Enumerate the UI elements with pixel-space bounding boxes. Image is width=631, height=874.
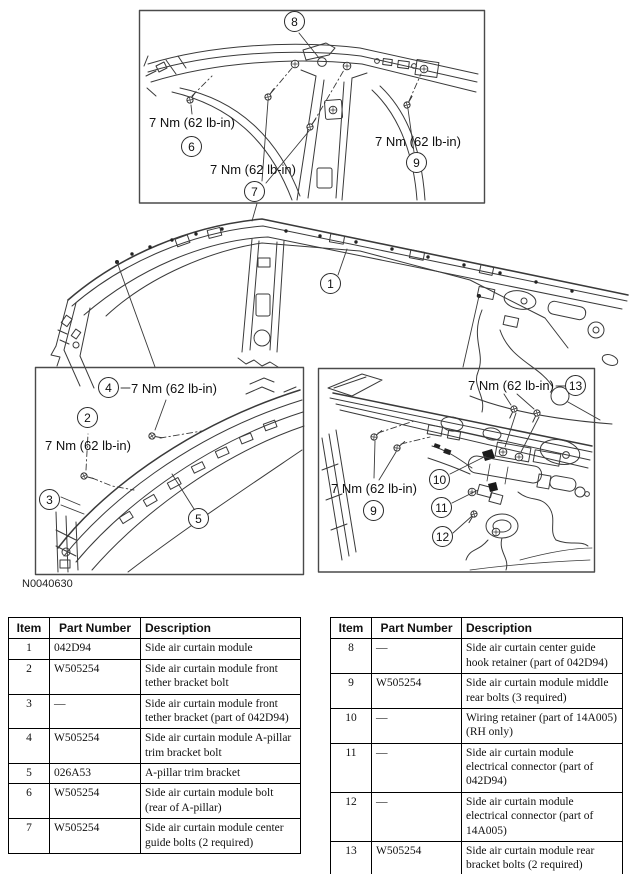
torque-label-9-rear: 7 Nm (62 lb-in) [331, 481, 417, 496]
cell-desc: Side air curtain module rear bracket bolts (2 required) [462, 841, 623, 874]
column-header-part-number: Part Number [372, 618, 462, 639]
parts-table-left [8, 617, 301, 854]
cell-part: — [372, 639, 462, 674]
cell-part: — [372, 792, 462, 841]
cell-item: 2 [9, 659, 50, 694]
table-row [9, 694, 301, 729]
cell-desc: Side air curtain module electrical connector (part of 042D94) [462, 743, 623, 792]
cell-item: 11 [331, 743, 372, 792]
cell-item: 6 [9, 784, 50, 819]
parts-table-items-8-13 [330, 617, 623, 874]
cell-part: W505254 [50, 659, 141, 694]
cell-desc: Side air curtain module [141, 639, 301, 659]
table-row [331, 639, 623, 674]
table-row [9, 819, 301, 854]
table-row [331, 792, 623, 841]
cell-item: 13 [331, 841, 372, 874]
cell-item: 5 [9, 764, 50, 784]
cell-item: 4 [9, 729, 50, 764]
cell-item: 12 [331, 792, 372, 841]
cell-desc: Side air curtain module front tether bracket (part of 042D94) [141, 694, 301, 729]
cell-item: 10 [331, 708, 372, 743]
cell-desc: Side air curtain module electrical connector (part of 14A005) [462, 792, 623, 841]
table-row [9, 764, 301, 784]
cell-part: — [372, 743, 462, 792]
callout-1: 1 [320, 273, 341, 294]
leader-top-inset [252, 204, 257, 222]
torque-label-2: 7 Nm (62 lb-in) [45, 438, 131, 453]
column-header-description: Description [462, 618, 623, 639]
torque-label-6: 7 Nm (62 lb-in) [149, 115, 235, 130]
cell-part: W505254 [372, 841, 462, 874]
cell-desc: Side air curtain module bolt (rear of A-pillar) [141, 784, 301, 819]
cell-part: 042D94 [50, 639, 141, 659]
cell-item: 1 [9, 639, 50, 659]
callout-7: 7 [244, 181, 265, 202]
cell-item: 3 [9, 694, 50, 729]
column-header-item: Item [9, 618, 50, 639]
callout-5: 5 [188, 508, 209, 529]
table-row [9, 729, 301, 764]
cell-desc: Side air curtain center guide hook retainer (part of 042D94) [462, 639, 623, 674]
callout-9-top: 9 [406, 152, 427, 173]
torque-label-9-top: 7 Nm (62 lb-in) [375, 134, 461, 149]
parts-table-right [330, 617, 623, 874]
table-header-row [331, 618, 623, 639]
cell-item: 9 [331, 674, 372, 709]
callout-6: 6 [181, 136, 202, 157]
callout-3: 3 [39, 489, 60, 510]
cell-part: 026A53 [50, 764, 141, 784]
cell-desc: Side air curtain module A-pillar trim bracket bolt [141, 729, 301, 764]
callout-4: 4 [98, 377, 119, 398]
inset-rear-inflator [319, 369, 595, 573]
cell-part: — [372, 708, 462, 743]
torque-label-4: 7 Nm (62 lb-in) [131, 381, 217, 396]
figure-id: N0040630 [22, 578, 73, 590]
table-header-row [9, 618, 301, 639]
cell-part: W505254 [50, 729, 141, 764]
torque-label-13: 7 Nm (62 lb-in) [468, 378, 554, 393]
table-row [331, 743, 623, 792]
cell-part: W505254 [50, 819, 141, 854]
callout-9-rear: 9 [363, 500, 384, 521]
cell-desc: Wiring retainer (part of 14A005) (RH only) [462, 708, 623, 743]
table-row [9, 639, 301, 659]
table-row [331, 841, 623, 874]
inset-top-center-guide [140, 11, 485, 204]
callout-12: 12 [432, 526, 453, 547]
callout-2: 2 [77, 407, 98, 428]
column-header-item: Item [331, 618, 372, 639]
column-header-part-number: Part Number [50, 618, 141, 639]
cell-item: 8 [331, 639, 372, 674]
callout-10: 10 [429, 469, 450, 490]
main-roof-frame-diagram [51, 219, 628, 441]
table-row [9, 659, 301, 694]
center-guide-hook-hole [318, 58, 327, 67]
cell-part: W505254 [372, 674, 462, 709]
cell-desc: Side air curtain module middle rear bolts (3 required) [462, 674, 623, 709]
table-row [331, 708, 623, 743]
cell-part: W505254 [50, 784, 141, 819]
callout-11: 11 [431, 497, 452, 518]
callout-8: 8 [284, 11, 305, 32]
parts-table-items-1-7 [8, 617, 301, 854]
table-row [9, 784, 301, 819]
torque-label-7: 7 Nm (62 lb-in) [210, 162, 296, 177]
cell-item: 7 [9, 819, 50, 854]
cell-desc: Side air curtain module center guide bolts (2 required) [141, 819, 301, 854]
leader-lines [115, 249, 481, 367]
cell-desc: Side air curtain module front tether bracket bolt [141, 659, 301, 694]
callout-13: 13 [565, 375, 586, 396]
column-header-description: Description [141, 618, 301, 639]
table-row [331, 674, 623, 709]
cell-part: — [50, 694, 141, 729]
inset-a-pillar [36, 368, 305, 575]
cell-desc: A-pillar trim bracket [141, 764, 301, 784]
